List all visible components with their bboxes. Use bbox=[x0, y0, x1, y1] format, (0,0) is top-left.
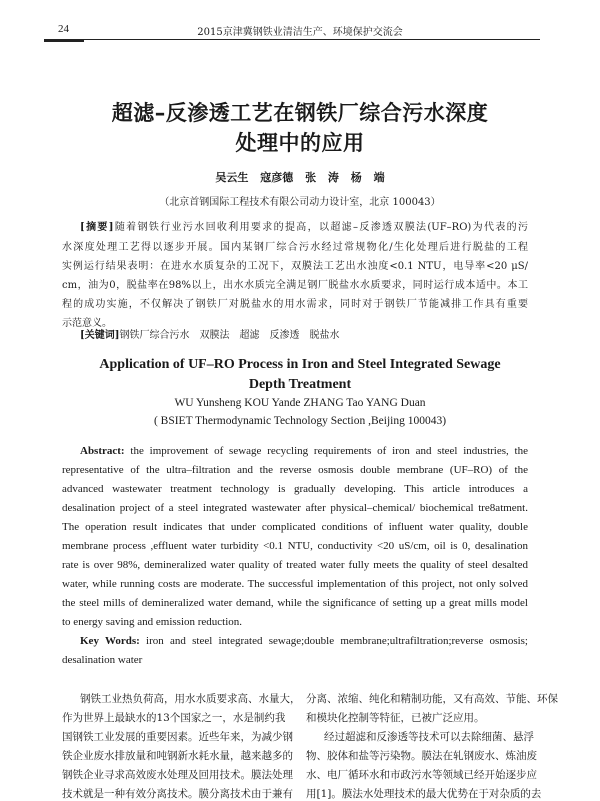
page-number: 24 bbox=[58, 23, 69, 35]
abstract-cn-line: 水深度处理工艺得以逐步开展。国内某钢厂综合污水经过常规物化/生化处理后进行脱盐的工程 bbox=[62, 242, 528, 253]
abstract-en-line: desalination project of a steel integrated wastewater after physical–chemical/ biochemical tre8atment. bbox=[62, 502, 528, 514]
body-right-line: 经过超滤和反渗透等技术可以去除细菌、悬浮 bbox=[324, 731, 534, 743]
abstract-en-line: representative of the ultra–filtration and the reverse osmosis double membrane (UF–RO) of the bbox=[62, 464, 528, 476]
body-right-line: 和模块化控制等特征，已被广泛应用。 bbox=[306, 712, 485, 724]
authors-en: WU Yunsheng KOU Yande ZHANG Tao YANG Duan bbox=[174, 397, 426, 409]
title-cn-line-2: 处理中的应用 bbox=[235, 131, 365, 155]
keywords-cn-text: 钢铁厂综合污水 双膜法 超滤 反渗透 脱盐水 bbox=[119, 330, 340, 341]
body-left-line: 铁企业废水排放量和吨钢新水耗水量，越来越多的 bbox=[62, 750, 293, 762]
body-left-line: 钢铁企业寻求高效废水处理及回用技术。膜法处理 bbox=[62, 769, 293, 781]
abstract-en-label: Abstract: bbox=[80, 445, 125, 457]
body-right-line: 分离、浓缩、纯化和精制功能，又有高效、节能、环保 bbox=[306, 693, 558, 705]
abstract-en-line: advanced wastewater treatment technology is gradually developing. This article introduces a bbox=[62, 483, 528, 495]
keywords-en-line: desalination water bbox=[62, 654, 143, 666]
abstract-en-line: to energy saving and emission reduction. bbox=[62, 616, 243, 628]
abstract-en-line: rate is over 98%, demineralized water quality of treated water fully meets the quality of steel desalted bbox=[62, 559, 528, 571]
abstract-cn-line: 程的成功实施，不仅解决了钢铁厂对脱盐水的用水需求，同时对于钢铁厂节能减排工作具有重要 bbox=[62, 299, 528, 310]
abstract-en-line: the steel mills of demineralized water demand, while the significance of setting up a great mills model bbox=[62, 597, 528, 609]
body-left-line: 钢铁工业热负荷高，用水水质要求高、水量大， bbox=[80, 693, 301, 705]
affiliation-en: ( BSIET Thermodynamic Technology Section ,Beijing 100043) bbox=[153, 415, 447, 427]
abstract-cn-line: 示范意义。 bbox=[62, 318, 112, 329]
header-rule-accent bbox=[44, 40, 84, 42]
abstract-en-line: membrane process ,effluent water turbidity <0.1 NTU, conductivity <20 uS/cm, oil is 0, desalination bbox=[62, 540, 528, 552]
authors-cn: 吴云生 寇彦德 张 涛 杨 端 bbox=[215, 171, 385, 184]
keywords-en-label: Key Words: bbox=[80, 635, 140, 647]
abstract-cn-line: [摘要]随着钢铁行业污水回收利用要求的提高，以超滤–反渗透双膜法(UF–RO)为代表的污 bbox=[80, 222, 528, 233]
abstract-cn-label: [摘要] bbox=[80, 222, 114, 233]
title-cn-line-1: 超滤–反渗透工艺在钢铁厂综合污水深度 bbox=[111, 101, 489, 125]
keywords-cn-row bbox=[80, 329, 546, 343]
title-en-line-1: Application of UF–RO Process in Iron and Steel Integrated Sewage bbox=[99, 357, 501, 372]
body-left-line: 作为世界上最缺水的13个国家之一，水是制约我 bbox=[62, 712, 286, 724]
body-right-line: 物、胶体和盐等污染物。膜法在轧钢废水、炼油废 bbox=[306, 750, 537, 762]
header-rule bbox=[44, 39, 540, 40]
body-left-line: 技术就是一种有效分离技术。膜分离技术由于兼有 bbox=[62, 788, 293, 800]
title-en-line-2: Depth Treatment bbox=[248, 377, 352, 392]
abstract-en-line: water, while running costs are moderate. The successful implementation of this project, not only solved bbox=[62, 578, 528, 590]
body-right-line: 水、电厂循环水和市政污水等领域已经开始逐步应 bbox=[306, 769, 537, 781]
abstract-en-line: The operation result indicates that under complicated conditions of influent water quality, double bbox=[62, 521, 528, 533]
abstract-cn-line: cm，油为0，脱盐率在98%以上，出水水质完全满足钢厂脱盐水水质要求，同时运行成本适中。本工 bbox=[62, 280, 528, 291]
abstract-cn-line: 实例运行结果表明：在进水水质复杂的工况下，双膜法工艺出水浊度<0.1 NTU，电导率<20 μS/ bbox=[62, 261, 528, 272]
abstract-en-line: Abstract: the improvement of sewage recycling requirements of iron and steel industries, the bbox=[80, 445, 528, 457]
body-right-line: 用[1]。膜法水处理技术的最大优势在于对杂质的去 bbox=[306, 788, 542, 800]
body-left-line: 国钢铁工业发展的重要因素。近些年来，为减少钢 bbox=[62, 731, 293, 743]
running-header: 2015京津冀钢铁业清洁生产、环境保护交流会 bbox=[197, 27, 403, 38]
keywords-cn-label: [关键词] bbox=[80, 330, 120, 341]
keywords-en: Key Words: iron and steel integrated sewage;double membrane;ultrafiltration;reverse osmosis; bbox=[80, 635, 528, 647]
affiliation-cn: （北京首钢国际工程技术有限公司动力设计室，北京 100043） bbox=[159, 197, 441, 208]
